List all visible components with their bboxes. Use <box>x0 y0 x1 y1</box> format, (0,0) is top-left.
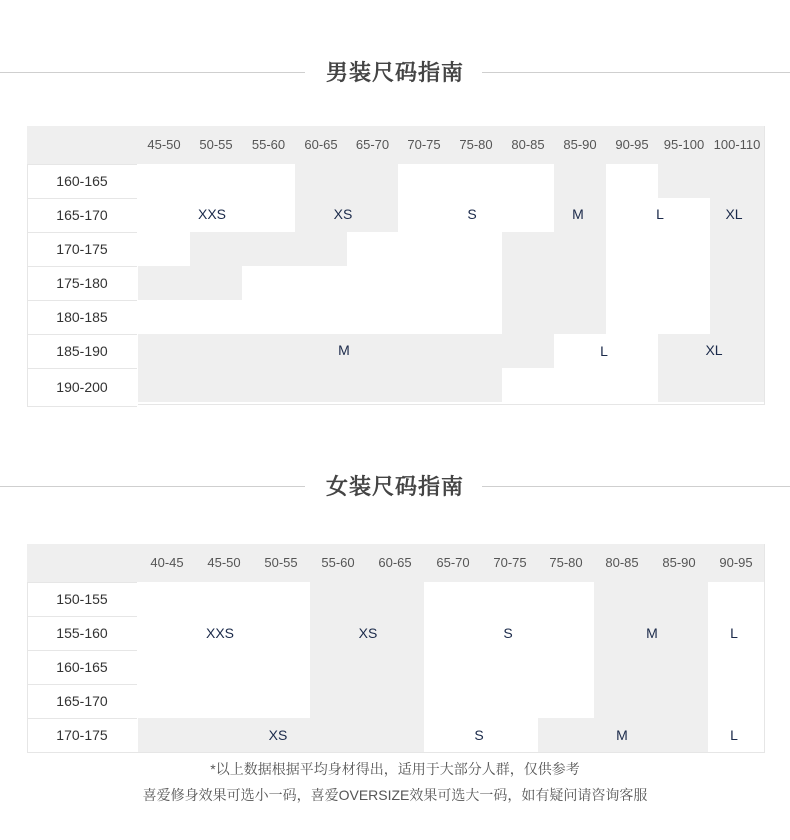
weight-header-2: 50-55 <box>199 137 233 152</box>
size-label: XS <box>358 625 378 641</box>
height-header-4: 175-180 <box>56 275 108 291</box>
men-size-chart <box>27 126 765 405</box>
weight-header-9: 80-85 <box>605 555 639 570</box>
size-region-18 <box>710 232 764 266</box>
height-header-2: 165-170 <box>56 207 108 223</box>
note-line-1: *以上数据根据平均身材得出，适用于大部分人群，仅供参考 <box>210 761 580 777</box>
weight-header-6: 65-70 <box>436 555 470 570</box>
size-label: M <box>616 727 628 743</box>
size-region-1 <box>138 164 295 198</box>
size-region-4 <box>554 164 606 198</box>
height-header-3: 160-165 <box>56 659 108 675</box>
size-label: S <box>467 206 477 222</box>
weight-header-4: 55-60 <box>321 555 355 570</box>
size-region-27 <box>710 300 764 334</box>
weight-header-10: 85-90 <box>662 555 696 570</box>
size-region-15 <box>347 232 502 266</box>
height-header-1: 160-165 <box>56 173 108 189</box>
women-section-title <box>0 472 790 502</box>
size-region-6 <box>658 164 764 198</box>
weight-header-3: 50-55 <box>264 555 298 570</box>
weight-header-1: 40-45 <box>150 555 184 570</box>
size-region-2 <box>310 582 424 718</box>
weight-header-11: 90-95 <box>719 555 753 570</box>
weight-header-11: 95-100 <box>663 137 705 152</box>
size-region-19 <box>138 266 242 300</box>
size-label: L <box>730 625 738 641</box>
weight-header-8: 75-80 <box>549 555 583 570</box>
weight-header-3: 55-60 <box>251 137 286 152</box>
weight-header-5: 60-65 <box>378 555 412 570</box>
height-header-6: 185-190 <box>56 343 108 359</box>
height-header-5: 170-175 <box>56 727 108 743</box>
size-region-17 <box>606 232 710 266</box>
size-region-3 <box>424 582 594 718</box>
size-label: S <box>503 625 513 641</box>
men-title-text: 男装尺码指南 <box>325 60 464 85</box>
note-line-2: 喜爱修身效果可选小一码，喜爱OVERSIZE效果可选大一码，如有疑问请咨询客服 <box>142 787 648 803</box>
men-section-title <box>0 58 790 88</box>
size-region-13 <box>138 232 190 266</box>
size-label: XS <box>333 206 353 222</box>
size-label: L <box>600 343 608 359</box>
size-label: XS <box>268 727 288 743</box>
size-label: S <box>474 727 484 743</box>
size-region-4 <box>594 582 708 718</box>
size-region-20 <box>242 266 502 300</box>
size-label: M <box>646 625 658 641</box>
size-region-26 <box>606 300 710 334</box>
weight-header-9: 85-90 <box>563 137 597 152</box>
size-region-5 <box>708 582 764 718</box>
women-size-chart <box>27 544 765 753</box>
size-region-1 <box>138 582 310 718</box>
size-label: XL <box>705 342 723 358</box>
height-header-4: 165-170 <box>56 693 108 709</box>
height-header-3: 170-175 <box>56 241 108 257</box>
size-label: XL <box>725 206 743 222</box>
weight-header-7: 75-80 <box>459 137 493 152</box>
size-region-23 <box>710 266 764 300</box>
height-header-2: 155-160 <box>56 625 108 641</box>
row-divider <box>27 406 137 407</box>
size-region-21 <box>502 266 606 300</box>
size-region-22 <box>606 266 710 300</box>
weight-header-10: 90-95 <box>615 137 649 152</box>
size-label: M <box>338 342 350 358</box>
weight-header-4: 60-65 <box>304 137 338 152</box>
size-label: M <box>572 206 584 222</box>
women-title-text: 女装尺码指南 <box>325 474 464 499</box>
size-label: XXS <box>205 625 234 641</box>
size-label: L <box>656 206 664 222</box>
size-region-33 <box>658 368 764 402</box>
weight-header-1: 45-50 <box>147 137 181 152</box>
weight-header-5: 65-70 <box>355 137 390 152</box>
height-header-7: 190-200 <box>56 379 108 395</box>
weight-header-2: 45-50 <box>207 555 241 570</box>
height-header-5: 180-185 <box>56 309 108 325</box>
weight-header-12: 100-110 <box>713 137 761 152</box>
size-region-3 <box>398 164 554 198</box>
size-label: L <box>730 727 738 743</box>
size-region-5 <box>606 164 658 198</box>
size-region-32 <box>502 368 658 402</box>
size-region-31 <box>138 368 502 402</box>
height-header-1: 150-155 <box>56 591 108 607</box>
row-divider <box>27 752 137 753</box>
weight-header-6: 70-75 <box>407 137 441 152</box>
weight-header-7: 70-75 <box>493 555 527 570</box>
weight-header-8: 80-85 <box>511 137 545 152</box>
size-label: XXS <box>197 206 226 222</box>
size-region-16 <box>502 232 606 266</box>
size-region-2 <box>295 164 398 198</box>
size-region-24 <box>138 300 502 334</box>
size-region-25 <box>502 300 606 334</box>
size-region-14 <box>190 232 347 266</box>
